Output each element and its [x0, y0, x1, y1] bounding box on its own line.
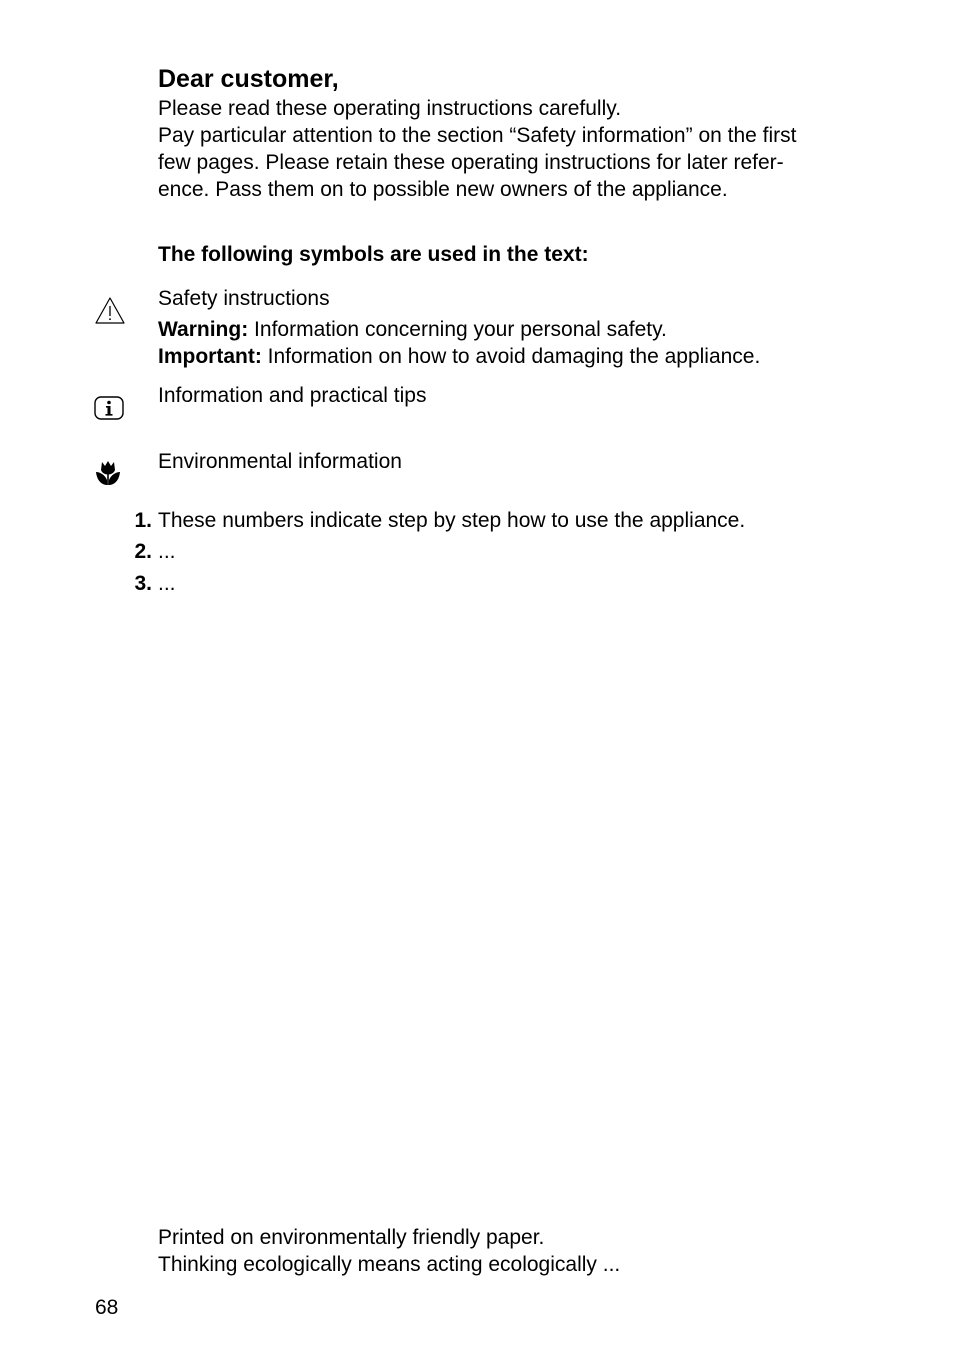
step-number: 1. — [134, 509, 152, 532]
page-title: Dear customer, — [158, 65, 339, 93]
warning-label: Warning: — [158, 318, 249, 341]
warning-triangle-icon — [94, 296, 126, 326]
tips-title: Information and practical tips — [158, 384, 427, 407]
environment-icon — [94, 458, 122, 488]
step-text: ... — [158, 572, 176, 595]
warning-text: Information concerning your personal safety. — [248, 318, 667, 341]
step-text: These numbers indicate step by step how to use the appliance. — [158, 509, 746, 532]
page-number: 68 — [95, 1296, 119, 1319]
list-item — [110, 570, 176, 597]
footer-line: Thinking ecologically means acting ecologically ... — [158, 1253, 621, 1276]
safety-instructions-title: Safety instructions — [158, 287, 330, 310]
important-text: Information on how to avoid damaging the appliance. — [261, 345, 761, 368]
intro-paragraph — [158, 95, 797, 203]
intro-line: Pay particular attention to the section “Safety information” on the first — [158, 124, 797, 147]
symbols-heading: The following symbols are used in the text: — [158, 243, 589, 266]
step-number: 2. — [134, 540, 152, 563]
step-number: 3. — [134, 572, 152, 595]
warning-line — [158, 316, 667, 343]
list-item — [110, 538, 176, 565]
intro-line: few pages. Please retain these operating instructions for later refer- — [158, 151, 784, 174]
footer-line: Printed on environmentally friendly paper. — [158, 1226, 545, 1249]
important-line — [158, 343, 760, 370]
environment-title: Environmental information — [158, 450, 402, 473]
important-label: Important: — [158, 345, 262, 368]
step-text: ... — [158, 540, 176, 563]
intro-line: ence. Pass them on to possible new owners of the appliance. — [158, 178, 728, 201]
info-icon — [94, 396, 124, 420]
list-item — [110, 507, 745, 534]
intro-line: Please read these operating instructions carefully. — [158, 97, 622, 120]
